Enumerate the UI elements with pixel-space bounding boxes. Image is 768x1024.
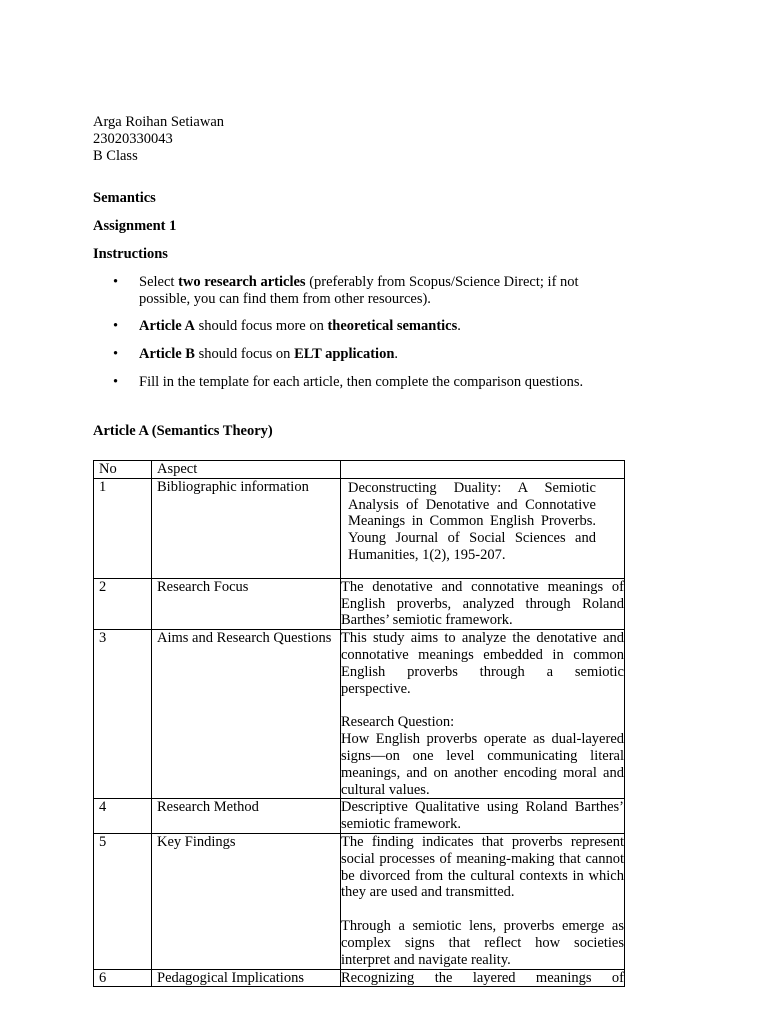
row-no: 2 <box>94 578 152 629</box>
article-a-table <box>93 460 625 987</box>
course-title: Semantics <box>93 190 156 207</box>
research-question-text: How English proverbs operate as dual-layered signs—on one level communicating literal meanings, and on another encoding moral and cultural values. <box>341 731 624 798</box>
table-header-row <box>94 461 625 479</box>
row-no: 1 <box>94 478 152 578</box>
student-name: Arga Roihan Setiawan <box>93 114 225 130</box>
instructions-list <box>93 274 623 391</box>
row-no: 4 <box>94 799 152 834</box>
document-page <box>93 114 623 440</box>
row-value <box>341 630 625 799</box>
instruction-item: • Article A should focus more on theoretical semantics. <box>113 318 461 335</box>
table-row <box>94 478 625 578</box>
aims-text: This study aims to analyze the denotative and connotative meanings embedded in common English proverbs through a semiotic perspective. <box>341 630 624 697</box>
header-value <box>341 461 625 479</box>
table-row <box>94 578 625 629</box>
row-value: The denotative and connotative meanings of English proverbs, analyzed through Roland Barthes’ semiotic framework. <box>341 578 624 629</box>
assignment-title: Assignment 1 <box>93 218 177 235</box>
bullet-icon: • <box>113 273 119 290</box>
student-info <box>93 114 623 164</box>
student-id: 23020330043 <box>93 130 173 147</box>
instruction-item: • Article B should focus on ELT application. <box>113 346 399 363</box>
row-no: 3 <box>94 630 152 799</box>
findings-text-2: Through a semiotic lens, proverbs emerge as complex signs that reflect how societies interpret and navigate reality. <box>341 918 624 968</box>
instruction-item: • Select two research articles (preferably from Scopus/Science Direct; if not possible, you can find them from other resources). <box>113 273 579 307</box>
row-aspect: Research Method <box>152 799 341 834</box>
header-no: No <box>94 461 152 479</box>
row-aspect: Aims and Research Questions <box>152 630 341 799</box>
instructions-heading: Instructions <box>93 245 168 262</box>
row-no: 6 <box>94 969 152 987</box>
row-aspect: Key Findings <box>152 833 341 969</box>
student-class: B Class <box>93 147 138 164</box>
row-no: 5 <box>94 833 152 969</box>
findings-text: The finding indicates that proverbs represent social processes of meaning-making that cannot be divorced from the cultural contexts in which they are used and transmitted. <box>341 833 624 901</box>
bullet-icon: • <box>113 373 119 390</box>
table-row <box>94 833 625 969</box>
bibliographic-text: Deconstructing Duality: A Semiotic Analysis of Denotative and Connotative Meanings in Common English Proverbs. Young Journal of Social Sciences and Humanities, 1(2), 195-207. <box>348 479 596 563</box>
row-aspect: Research Focus <box>152 578 341 629</box>
table-row <box>94 630 625 799</box>
research-question-label: Research Question: <box>341 714 455 731</box>
row-aspect: Bibliographic information <box>152 478 341 578</box>
row-value <box>341 478 625 578</box>
row-value: Descriptive Qualitative using Roland Barthes’ semiotic framework. <box>341 799 624 833</box>
row-value: Recognizing the layered meanings of <box>341 969 624 986</box>
header-aspect: Aspect <box>152 461 341 479</box>
table-row <box>94 799 625 834</box>
bullet-icon: • <box>113 346 119 363</box>
row-aspect: Pedagogical Implications <box>152 969 341 987</box>
instruction-item: • Fill in the template for each article, then complete the comparison questions. <box>113 373 584 390</box>
row-value <box>341 833 625 969</box>
bullet-icon: • <box>113 318 119 335</box>
table-row <box>94 969 625 987</box>
article-a-heading: Article A (Semantics Theory) <box>93 422 273 439</box>
